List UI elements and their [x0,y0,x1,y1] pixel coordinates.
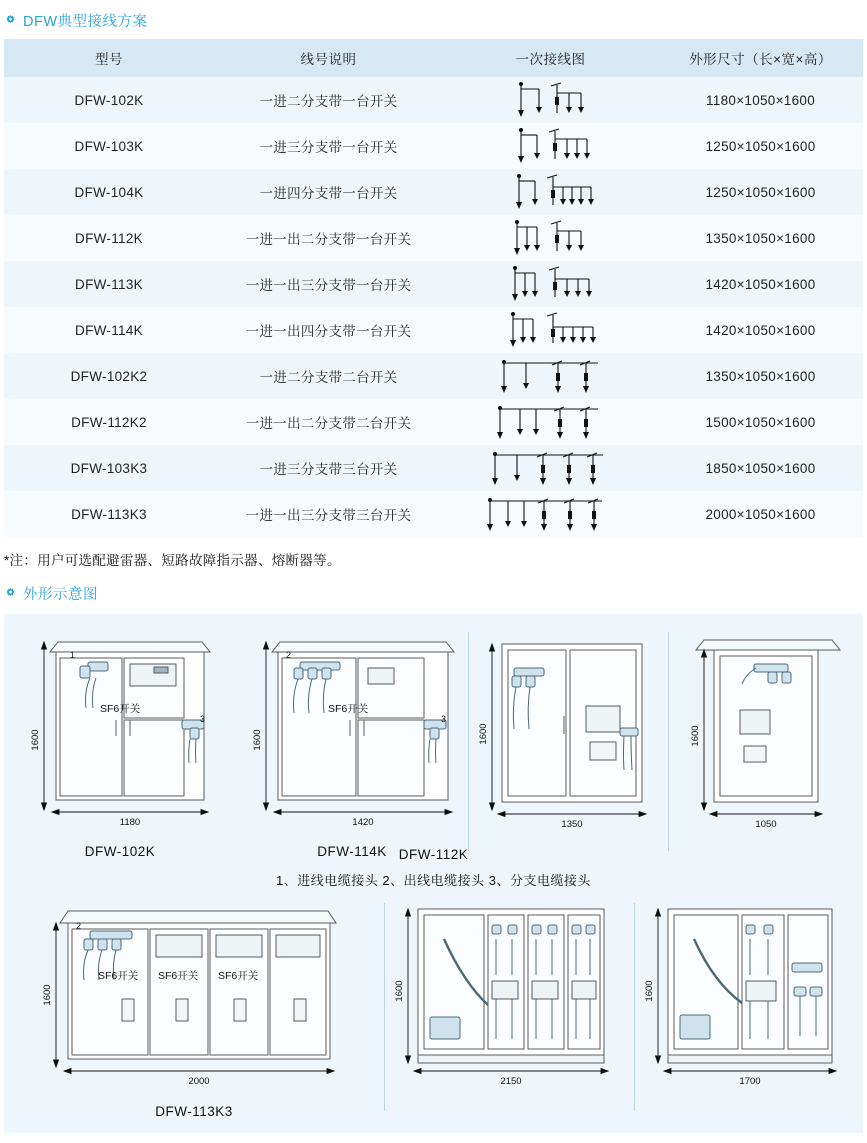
table-note: *注：用户可选配避雷器、短路故障指示器、熔断器等。 [4,553,341,568]
cell-model: DFW-102K2 [4,353,214,399]
table-row [4,399,863,445]
outline-row-bottom [4,895,863,1119]
table-row [4,77,863,123]
svg-text:1180: 1180 [119,817,141,828]
cell-model: DFW-112K2 [4,399,214,445]
cell-dim: 1250×1050×1600 [658,123,863,169]
table-row [4,491,863,537]
table-row [4,261,863,307]
cell-dim: 1420×1050×1600 [658,307,863,353]
cell-desc: 一进三分支带一台开关 [214,123,443,169]
cell-desc: 一进三分支带三台开关 [214,445,443,491]
outline-legend: 1、进线电缆接头 2、出线电缆接头 3、分支电缆接头 [276,873,591,888]
cell-model: DFW-102K [4,77,214,123]
cell-model: DFW-113K [4,261,214,307]
panel-divider [668,632,669,851]
cell-diagram [443,353,658,399]
table-row [4,445,863,491]
wiring-scheme-table [4,39,863,537]
svg-text:2000: 2000 [188,1076,210,1087]
cell-desc: 一进一出二分支带二台开关 [214,399,443,445]
table-row [4,353,863,399]
outline-drawings-panel [4,614,863,1133]
svg-text:3: 3 [441,714,447,724]
cell-desc: 一进四分支带一台开关 [214,169,443,215]
cell-diagram [443,491,658,537]
cell-desc: 一进一出三分支带三台开关 [214,491,443,537]
cell-model: DFW-103K [4,123,214,169]
svg-text:1050: 1050 [755,819,777,830]
cell-diagram [443,445,658,491]
svg-text:2: 2 [76,921,82,931]
svg-text:1420: 1420 [352,817,374,828]
svg-text:1700: 1700 [739,1076,761,1087]
table-row [4,123,863,169]
svg-text:1600: 1600 [42,984,53,1006]
cell-diagram [443,77,658,123]
cell-model: DFW-112K [4,215,214,261]
outline-drawing-112k-side [668,624,858,859]
cell-dim: 1420×1050×1600 [658,261,863,307]
col-header-dim: 外形尺寸（长×宽×高） [658,39,863,77]
cell-desc: 一进一出四分支带一台开关 [214,307,443,353]
outline-drawing-113k3 [4,895,384,1119]
col-header-desc: 线号说明 [214,39,443,77]
cell-model: DFW-114K [4,307,214,353]
table-header-row [4,39,863,77]
outline-caption: DFW-114K [317,844,387,859]
cell-dim: 2000×1050×1600 [658,491,863,537]
panel-divider [468,632,469,851]
table-row [4,307,863,353]
svg-text:SF6开关: SF6开关 [218,970,259,982]
section-title-outline: 外形示意图 [23,587,98,603]
svg-text:1600: 1600 [690,725,701,747]
cell-model: DFW-104K [4,169,214,215]
cell-desc: 一进一出三分支带一台开关 [214,261,443,307]
cell-desc: 一进二分支带一台开关 [214,77,443,123]
cell-diagram [443,261,658,307]
section-title-wiring: DFW典型接线方案 [23,14,148,30]
outline-drawing-interior-2150 [384,895,634,1119]
cell-model: DFW-103K3 [4,445,214,491]
outline-drawing-interior-1700 [634,895,862,1119]
cell-diagram [443,307,658,353]
svg-text:1600: 1600 [644,980,655,1002]
cell-diagram [443,215,658,261]
svg-text:2150: 2150 [500,1076,522,1087]
cell-dim: 1350×1050×1600 [658,353,863,399]
col-header-model: 型号 [4,39,214,77]
cell-dim: 1180×1050×1600 [658,77,863,123]
svg-text:1350: 1350 [561,819,583,830]
outline-drawing-114k [236,624,468,859]
svg-text:1600: 1600 [252,729,263,751]
cell-desc: 一进二分支带二台开关 [214,353,443,399]
svg-text:1600: 1600 [30,729,41,751]
panel-divider [634,903,635,1111]
cell-desc: 一进一出二分支带一台开关 [214,215,443,261]
svg-text:3: 3 [200,714,206,724]
svg-text:SF6开关: SF6开关 [328,703,369,715]
cell-diagram [443,169,658,215]
table-row [4,169,863,215]
panel-divider [384,903,385,1111]
outline-row-top [4,624,863,859]
svg-text:SF6开关: SF6开关 [100,703,141,715]
table-row [4,215,863,261]
cell-diagram [443,123,658,169]
gear-icon [4,14,17,27]
svg-text:1: 1 [70,650,76,660]
svg-text:SF6开关: SF6开关 [158,970,199,982]
cell-dim: 1250×1050×1600 [658,169,863,215]
cell-diagram [443,399,658,445]
cell-dim: 1850×1050×1600 [658,445,863,491]
outline-drawing-112k-front [468,624,668,859]
col-header-diagram: 一次接线图 [443,39,658,77]
cell-dim: 1500×1050×1600 [658,399,863,445]
cell-dim: 1350×1050×1600 [658,215,863,261]
outline-caption: DFW-102K [84,844,156,859]
outline-drawing-102k [4,624,236,859]
svg-text:1600: 1600 [394,980,405,1002]
section-heading-outline [0,573,867,610]
svg-text:2: 2 [286,650,292,660]
outline-caption-112k: DFW-112K [398,847,469,862]
gear-icon [4,587,17,600]
svg-text:1600: 1600 [478,723,489,745]
section-heading-wiring [0,0,867,37]
svg-text:SF6开关: SF6开关 [98,970,139,982]
cell-model: DFW-113K3 [4,491,214,537]
outline-caption: DFW-113K3 [155,1104,233,1119]
